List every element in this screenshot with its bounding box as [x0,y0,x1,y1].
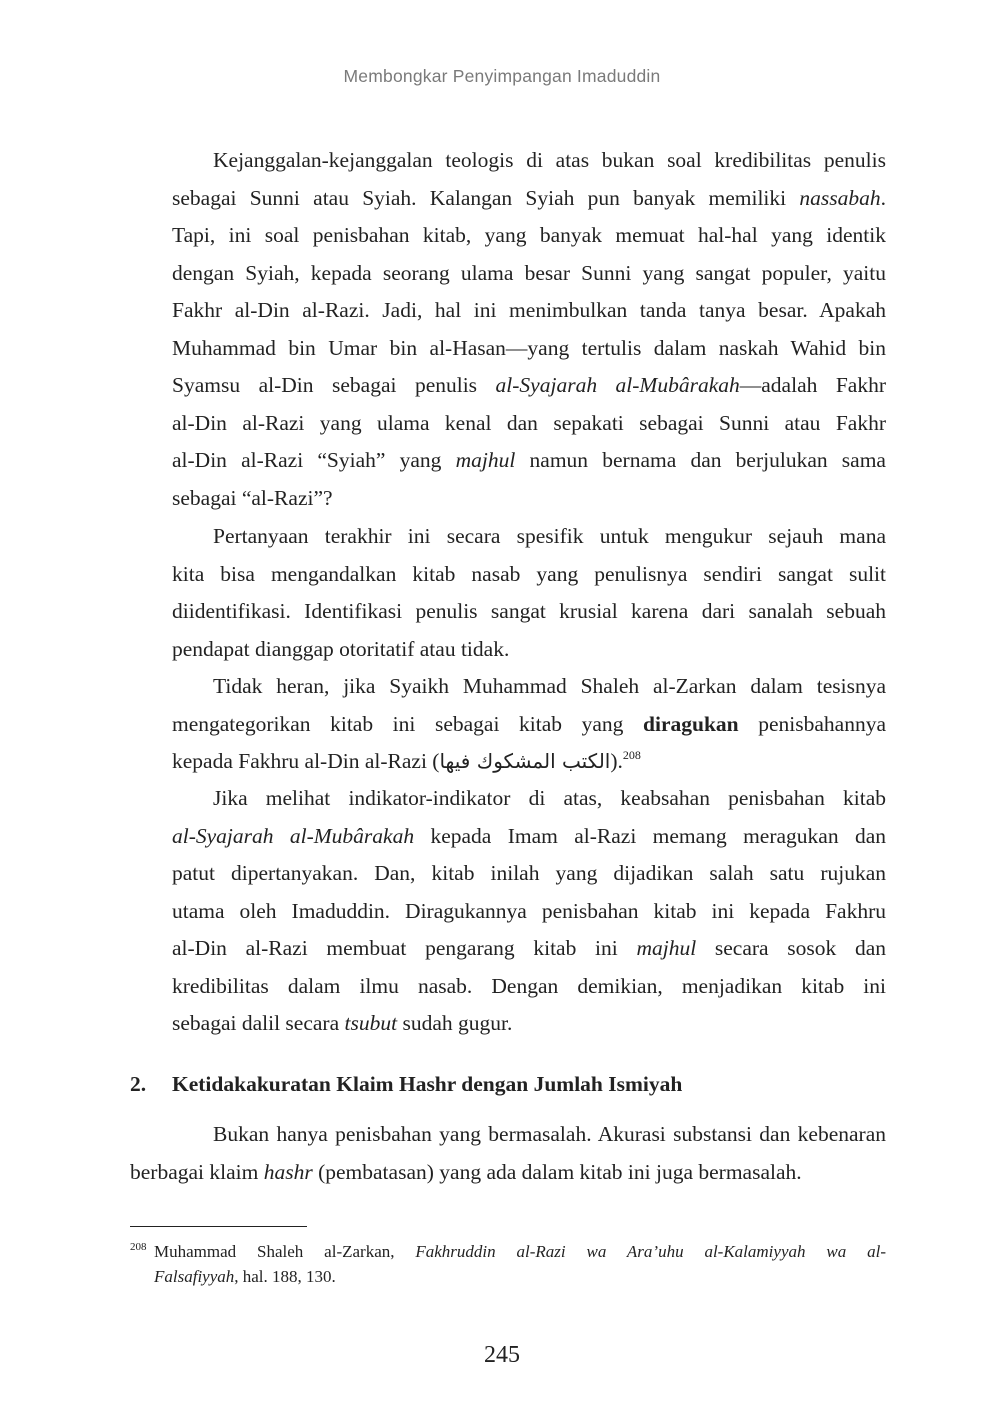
text-run: —adalah Fakhr [739,373,887,397]
text-run: berbagai klaim [130,1159,264,1184]
text-line [172,518,886,556]
text-line [172,930,886,968]
text-run: Muhammad bin Umar bin al-Hasan—yang tertulis dalam naskah Wahid bin [172,335,886,360]
italic-text: nassabah [799,185,881,210]
text-run: diidentifikasi. Identifikasi penulis sangat krusial karena dari sanalah sebuah [172,599,886,623]
text-run: Kejanggalan-kejanggalan teologis di atas bukan soal kredibilitas penulis [213,148,886,172]
text-line [172,855,886,893]
text-line [172,968,886,1006]
text-run: Muhammad Shaleh al-Zarkan, [154,1242,416,1261]
text-line [172,631,886,669]
text-run: kepada Imam al-Razi memang meragukan dan [414,823,886,848]
text-run: dengan Syiah, kepada seorang ulama besar Sunni yang sangat populer, yaitu [172,260,886,285]
paragraph-4 [172,780,886,1043]
text-run: sebagai Sunni atau Syiah. Kalangan Syiah pun banyak memiliki [172,185,800,210]
section-heading [130,1072,682,1097]
italic-text: Falsafiyyah [154,1267,235,1286]
text-run: sebagai dalil secara [172,1011,345,1035]
italic-text: Fakhruddin al-Razi wa Ara’uhu al-Kalamiyyah wa al- [415,1242,886,1261]
text-run: Pertanyaan terakhir ini secara spesifik untuk mengukur sejauh mana [213,524,886,548]
text-line [172,255,886,293]
text-line [172,893,886,931]
text-run: . [880,185,886,210]
section-number: 2. [130,1072,147,1096]
paragraph-2 [172,518,886,668]
text-line [172,330,886,368]
text-run: Tapi, ini soal penisbahan kitab, yang banyak memuat hal-hal yang identik [172,223,886,247]
text-run: kita bisa mengandalkan kitab nasab yang penulisnya sendiri sangat sulit [172,561,886,586]
italic-text: al-Syajarah al-Mubârakah [172,823,415,848]
text-run: Bukan hanya penisbahan yang bermasalah. Akurasi substansi dan kebenaran [213,1122,886,1146]
paragraph-1 [172,142,886,517]
text-line [172,706,886,744]
text-line [130,1154,886,1192]
text-line [172,367,886,405]
text-run: secara sosok dan [696,936,886,960]
text-run: (pembatasan) yang ada dalam kitab ini juga bermasalah. [312,1159,802,1184]
text-line [172,292,886,330]
text-line [172,556,886,594]
arabic-text: الكتب المشكوك فيها [439,749,611,773]
section-title: Ketidakakuratan Klaim Hashr dengan Jumlah Ismiyah [172,1072,683,1096]
text-run: Syamsu al-Din sebagai penulis [172,373,496,397]
text-line [172,217,886,255]
text-run: al-Din al-Razi “Syiah” yang [172,448,456,472]
text-line [130,1239,886,1264]
footnote-ref: 208 [622,748,641,762]
text-run: ). [610,749,623,773]
text-run: kepada Fakhru al-Din al-Razi ( [172,749,440,773]
text-run: al-Din al-Razi yang ulama kenal dan sepakati sebagai Sunni atau Fakhr [172,410,886,435]
footnote [130,1239,886,1289]
footnote-divider [130,1226,307,1227]
text-run: mengategorikan kitab ini sebagai kitab yang [172,711,644,736]
italic-text: hashr [263,1159,313,1184]
text-run: sebagai “al-Razi”? [172,485,333,510]
paragraph-3 [172,668,886,781]
text-line [172,1116,886,1154]
text-run: namun bernama dan berjulukan sama [515,448,886,472]
text-run: penisbahannya [738,711,886,736]
bold-text: diragukan [643,711,739,736]
running-header: Membongkar Penyimpangan Imaduddin [343,66,661,86]
text-run: Fakhr al-Din al-Razi. Jadi, hal ini menimbulkan tanda tanya besar. Apakah [172,298,886,322]
text-run: Jika melihat indikator-indikator di atas, keabsahan penisbahan kitab [213,786,886,810]
text-line [172,818,886,856]
text-line [172,405,886,443]
italic-text: tsubut [344,1011,398,1035]
paragraph-5 [130,1116,886,1191]
italic-text: majhul [455,448,516,472]
footnote-number: 208 [130,1241,147,1253]
text-line [172,668,886,706]
text-line [172,1005,886,1043]
text-line [172,593,886,631]
text-line [172,743,886,781]
text-run: sudah gugur. [397,1011,513,1035]
text-line [172,442,886,480]
text-run: patut dipertanyakan. Dan, kitab inilah yang dijadikan salah satu rujukan [172,861,886,885]
text-run: utama oleh Imaduddin. Diragukannya penisbahan kitab ini kepada Fakhru [172,898,886,923]
text-run: al-Din al-Razi membuat pengarang kitab ini [172,936,637,960]
text-line [130,1264,886,1289]
italic-text: al-Syajarah al-Mubârakah [495,373,740,397]
text-line [172,480,886,518]
text-run: kredibilitas dalam ilmu nasab. Dengan demikian, menjadikan kitab ini [172,973,886,998]
text-line [172,180,886,218]
italic-text: majhul [636,936,697,960]
text-run: Tidak heran, jika Syaikh Muhammad Shaleh al-Zarkan dalam tesisnya [213,674,886,698]
text-line [172,142,886,180]
text-run: , hal. 188, 130. [234,1267,336,1286]
text-line [172,780,886,818]
text-run: pendapat dianggap otoritatif atau tidak. [172,636,510,661]
page-number: 245 [484,1342,520,1368]
